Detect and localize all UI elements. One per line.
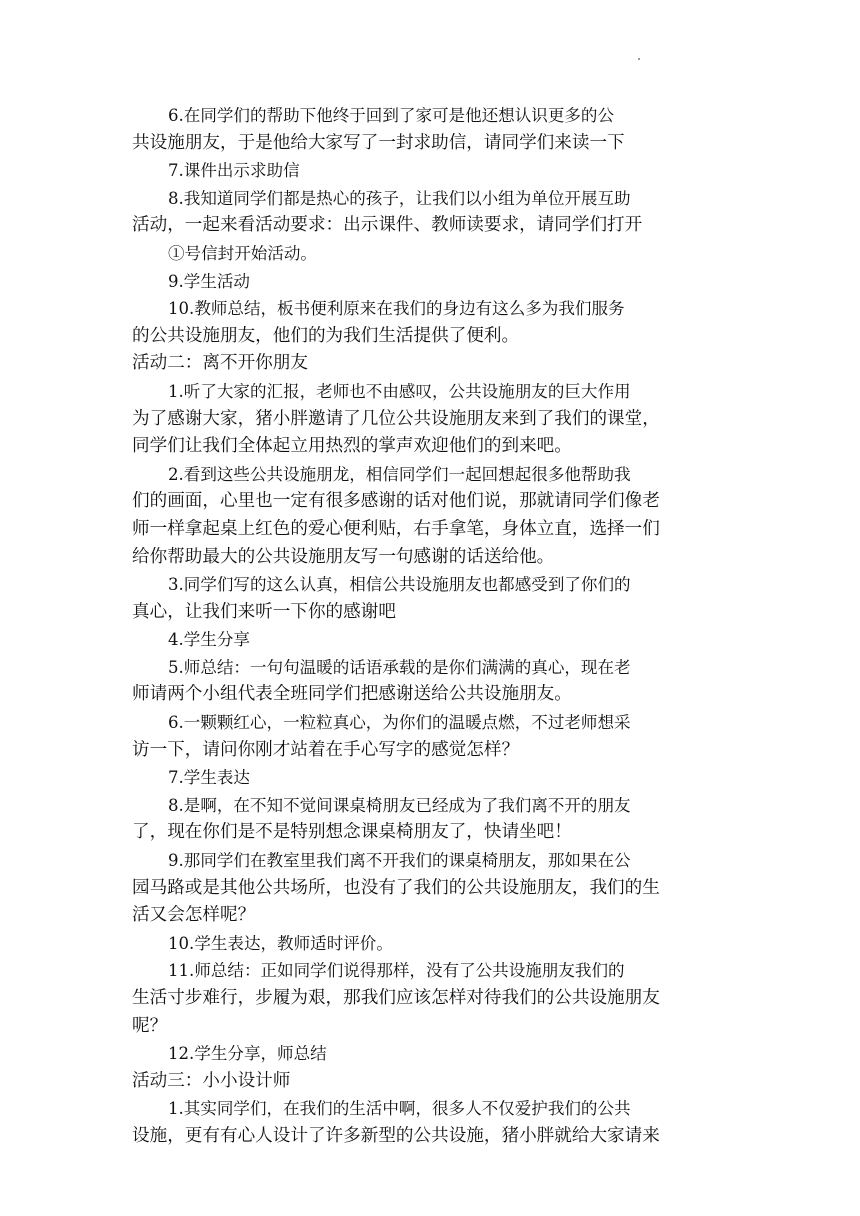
text-line: 11.师总结：正如同学们说得那样，没有了公共设施朋友我们的 — [168, 961, 625, 981]
text-line: 活动二：离不开你朋友 — [132, 353, 308, 374]
text-line: 2.看到这些公共设施朋龙，相信同学们一起回想起很多他帮助我 — [168, 464, 631, 484]
text-line: 师一样拿起桌上红色的爱心便利贴，右手拿笔，身体立直，选择一们 — [132, 518, 660, 539]
text-line: 10.学生表达，教师适时评价。 — [168, 933, 393, 953]
text-line: 8.我知道同学们都是热心的孩子，让我们以小组为单位开展互助 — [168, 188, 631, 208]
page-dot-mark — [638, 58, 640, 60]
text-line: 8.是啊，在不知不觉间课桌椅朋友已经成为了我们离不开的朋友 — [168, 795, 631, 815]
text-line: 12.学生分享，师总结 — [168, 1044, 327, 1064]
text-line: 6.在同学们的帮助下他终于回到了家可是他还想认识更多的公 — [168, 106, 615, 125]
text-line: 9.那同学们在教室里我们离不开我们的课桌椅朋友，那如果在公 — [168, 851, 631, 871]
text-line: 的公共设施朋友，他们的为我们生活提供了便利。 — [132, 325, 520, 346]
text-line: 师请两个小组代表全班同学们把感谢送给公共设施朋友。 — [132, 684, 572, 705]
text-line: 们的画面，心里也一定有很多感谢的话对他们说，那就请同学们像老 — [132, 491, 660, 512]
text-line: 5.师总结：一句句温暖的话语承载的是你们满满的真心，现在老 — [168, 657, 631, 677]
text-line: 活动三：小小设计师 — [132, 1070, 291, 1091]
text-line: 3.同学们写的这么认真，相信公共设施朋友也都感受到了你们的 — [168, 575, 631, 595]
text-line: 7.学生表达 — [168, 768, 250, 788]
text-line: 生活寸步难行，步履为艰，那我们应该怎样对待我们的公共设施朋友 — [132, 988, 660, 1008]
text-line: 7.课件出示求助信 — [168, 161, 300, 181]
text-line: 园马路或是其他公共场所，也没有了我们的公共设施朋友，我们的生 — [132, 877, 660, 898]
text-line: 活动，一起来看活动要求：出示课件、教师读要求，请同学们打开 — [132, 215, 643, 236]
text-line: 真心，让我们来听一下你的感谢吧 — [132, 601, 396, 622]
text-line: 了，现在你们是不是特别想念课桌椅朋友了，快请坐吧！ — [132, 822, 572, 843]
document-body — [132, 102, 742, 1151]
text-line: 给你帮助最大的公共设施朋友写一句感谢的话送给他。 — [132, 546, 555, 567]
text-line: 为了感谢大家，猪小胖邀请了几位公共设施朋友来到了我们的课堂， — [132, 408, 660, 429]
text-line: 设施，更有有心人设计了许多新型的公共设施，猪小胖就给大家请来 — [132, 1125, 660, 1146]
text-line: 同学们让我们全体起立用热烈的掌声欢迎他们的到来吧。 — [132, 436, 572, 457]
text-line: 呢？ — [132, 1015, 168, 1036]
text-line: 10.教师总结，板书便利原来在我们的身边有这么多为我们服务 — [168, 299, 625, 319]
text-line: 9.学生活动 — [168, 271, 250, 291]
text-line: 4.学生分享 — [168, 630, 250, 650]
text-line: 共设施朋友，于是他给大家写了一封求助信，请同学们来读一下 — [132, 132, 625, 153]
text-line: ①号信封开始活动。 — [168, 243, 317, 263]
text-line: 6.一颗颗红心，一粒粒真心，为你们的温暖点燃，不过老师想采 — [168, 713, 631, 733]
text-line: 1.其实同学们，在我们的生活中啊，很多人不仅爱护我们的公共 — [168, 1099, 631, 1119]
text-line: 访一下，请问你刚才站着在手心写字的感觉怎样？ — [132, 739, 520, 760]
text-line: 活又会怎样呢？ — [132, 905, 256, 926]
text-line: 1.听了大家的汇报，老师也不由感叹，公共设施朋友的巨大作用 — [168, 381, 631, 401]
